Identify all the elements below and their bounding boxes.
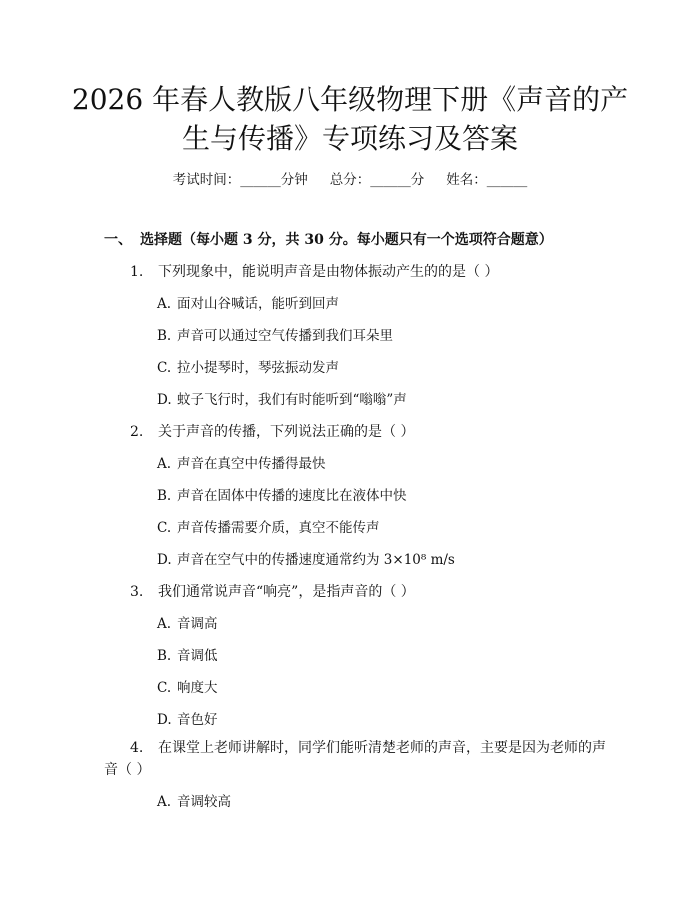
option-letter: D. xyxy=(157,392,172,408)
section-number: 一、 xyxy=(104,232,132,248)
option-letter: D. xyxy=(157,712,172,728)
question-3 xyxy=(130,582,415,602)
option-text: 声音在固体中传播的速度比在液体中快 xyxy=(177,488,407,504)
section-heading xyxy=(104,230,553,250)
option-text: 声音在空气中的传播速度通常约为 3×10⁸ m/s xyxy=(177,552,455,568)
document-title-line-1: 2026 年春人教版八年级物理下册《声音的产 xyxy=(71,83,629,116)
option-letter: C. xyxy=(157,680,172,696)
question-3-option-c xyxy=(157,678,218,698)
question-number: 2. xyxy=(130,424,144,440)
option-text: 音调低 xyxy=(177,648,218,664)
option-letter: A. xyxy=(157,296,172,312)
student-name-field: 姓名：______ xyxy=(446,172,528,188)
question-4-continued: 音（ ） xyxy=(104,762,151,778)
option-letter: B. xyxy=(157,648,172,664)
option-letter: A. xyxy=(157,616,172,632)
question-2-option-b xyxy=(157,486,407,506)
option-text: 音调高 xyxy=(177,616,218,632)
question-1 xyxy=(130,262,498,282)
question-1-option-d xyxy=(157,390,407,410)
question-number: 1. xyxy=(130,264,144,280)
option-text: 声音传播需要介质，真空不能传声 xyxy=(177,520,380,536)
option-letter: C. xyxy=(157,360,172,376)
question-1-option-c xyxy=(157,358,339,378)
question-1-option-b xyxy=(157,326,393,346)
option-letter: A. xyxy=(157,794,172,810)
question-3-option-b xyxy=(157,646,218,666)
option-letter: D. xyxy=(157,552,172,568)
question-text-line-1: 在课堂上老师讲解时，同学们能听清楚老师的声音，主要是因为老师的声 xyxy=(158,740,606,756)
option-text: 蚊子飞行时，我们有时能听到“嗡嗡”声 xyxy=(177,392,407,408)
question-text: 关于声音的传播，下列说法正确的是（ ） xyxy=(158,424,415,440)
section-title: 选择题（每小题 3 分，共 30 分。每小题只有一个选项符合题意） xyxy=(140,232,553,248)
question-number: 3. xyxy=(130,584,144,600)
total-score-field: 总分：______分 xyxy=(329,172,425,188)
question-2-option-a xyxy=(157,454,326,474)
option-text: 响度大 xyxy=(177,680,218,696)
question-2 xyxy=(130,422,414,442)
option-text: 声音可以通过空气传播到我们耳朵里 xyxy=(177,328,393,344)
option-text: 拉小提琴时，琴弦振动发声 xyxy=(177,360,339,376)
option-letter: C. xyxy=(157,520,172,536)
question-text: 下列现象中，能说明声音是由物体振动产生的的是（ ） xyxy=(158,264,499,280)
option-letter: B. xyxy=(157,328,172,344)
question-number: 4. xyxy=(130,740,144,756)
option-text: 音调较高 xyxy=(177,794,231,810)
question-1-option-a xyxy=(157,294,339,314)
option-text: 声音在真空中传播得最快 xyxy=(177,456,326,472)
question-3-option-a xyxy=(157,614,218,634)
option-letter: A. xyxy=(157,456,172,472)
option-text: 音色好 xyxy=(177,712,218,728)
question-2-option-d xyxy=(157,550,455,570)
question-3-option-d xyxy=(157,710,218,730)
exam-meta xyxy=(0,170,700,190)
question-2-option-c xyxy=(157,518,380,538)
option-letter: B. xyxy=(157,488,172,504)
question-text: 我们通常说声音“响亮”，是指声音的（ ） xyxy=(158,584,415,600)
document-title-line-2: 生与传播》专项练习及答案 xyxy=(181,122,518,155)
question-4 xyxy=(130,738,606,758)
question-4-option-a xyxy=(157,792,231,812)
exam-time-field: 考试时间：______分钟 xyxy=(172,172,308,188)
option-text: 面对山谷喊话，能听到回声 xyxy=(177,296,339,312)
